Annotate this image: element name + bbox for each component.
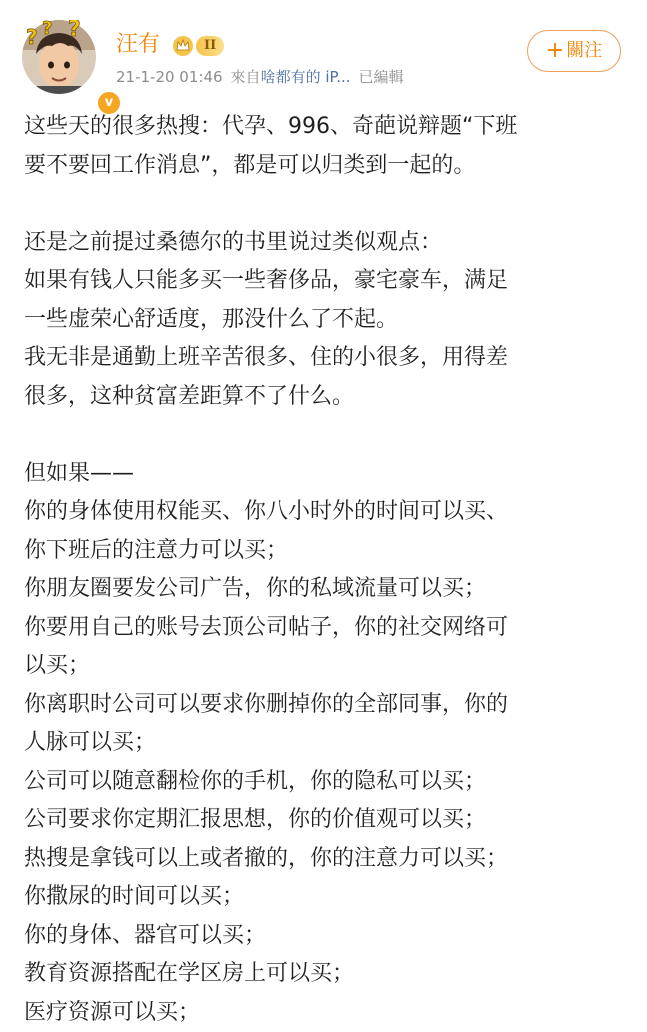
follow-button[interactable] [527,30,621,72]
post-line: 如果有钱人只能多买一些奢侈品，豪宅豪车，满足 [24,262,624,301]
avatar-icon [22,20,96,94]
paragraph-gap [24,185,624,224]
follow-label: 關注 [566,40,602,61]
vip-level: II [196,36,224,56]
post-line: 医疗资源可以买； [24,994,624,1032]
post-line: 人脉可以买； [24,724,624,763]
plus-icon: + [546,38,564,63]
post-content [24,108,624,1032]
vip-badge[interactable] [172,34,224,58]
svg-text:?: ? [26,25,38,49]
svg-text:?: ? [68,20,81,42]
post-line: 教育资源搭配在学区房上可以买； [24,955,624,994]
post-line: 热搜是拿钱可以上或者撤的，你的注意力可以买； [24,840,624,879]
post-line: 要不要回工作消息”，都是可以归类到一起的。 [24,147,624,186]
avatar[interactable] [22,20,96,94]
post-meta [116,66,404,88]
post-line: 公司可以随意翻检你的手机，你的隐私可以买； [24,763,624,802]
post-line: 以买； [24,647,624,686]
post-line: 但如果—— [24,455,624,494]
source-link[interactable]: 啥都有的 iP... [261,68,351,86]
post-line: 一些虚荣心舒适度，那没什么了不起。 [24,301,624,340]
verified-badge-icon: v [96,90,122,116]
svg-text:?: ? [42,20,52,39]
source-prefix: 來自 [231,68,261,86]
post-line: 我无非是通勤上班辛苦很多、住的小很多，用得差 [24,339,624,378]
author-name[interactable]: 汪有 [116,30,160,60]
post-line: 你离职时公司可以要求你删掉你的全部同事，你的 [24,686,624,725]
post-line: 公司要求你定期汇报思想，你的价值观可以买； [24,801,624,840]
paragraph-gap [24,416,624,455]
post-line: 这些天的很多热搜：代孕、996、奇葩说辩题“下班 [24,108,624,147]
post-line: 你的身体、器官可以买； [24,917,624,956]
post-line: 你下班后的注意力可以买； [24,532,624,571]
crown-icon [172,35,194,57]
edited-label[interactable]: 已編輯 [359,68,404,86]
post-line: 你朋友圈要发公司广告，你的私域流量可以买； [24,570,624,609]
post-line: 你撒尿的时间可以买； [24,878,624,917]
post-line: 还是之前提过桑德尔的书里说过类似观点： [24,224,624,263]
post-line: 你要用自己的账号去顶公司帖子，你的社交网络可 [24,609,624,648]
post-header [0,0,647,110]
post-date: 21-1-20 01:46 [116,68,223,86]
post-line: 你的身体使用权能买、你八小时外的时间可以买、 [24,493,624,532]
post-line: 很多，这种贫富差距算不了什么。 [24,378,624,417]
